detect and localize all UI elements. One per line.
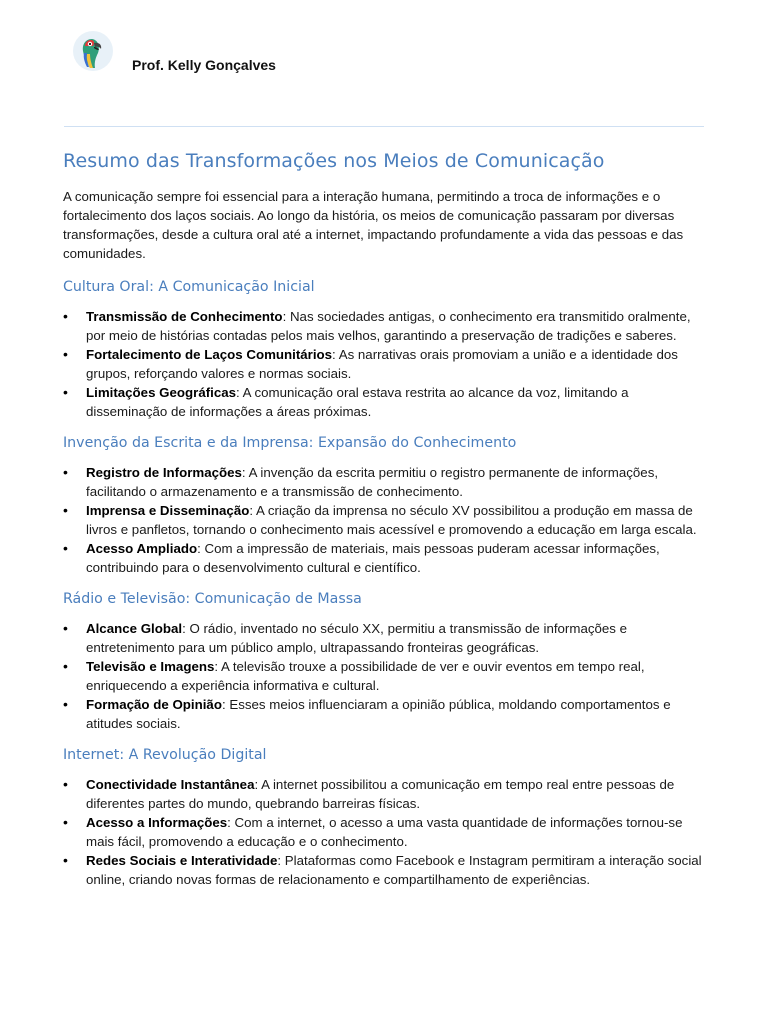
parrot-icon xyxy=(72,30,114,72)
list-item-text: : Esses meios influenciaram a opinião pública, moldando comportamentos e atitudes sociais. xyxy=(86,697,671,731)
list-item-text: : O rádio, inventado no século XX, permitiu a transmissão de informações e entretenimento para um público amplo, ultrapassando fronteiras geográficas. xyxy=(86,621,628,655)
list-item xyxy=(63,307,706,345)
header-divider xyxy=(64,126,704,127)
list-item xyxy=(63,345,706,383)
list-item-term: Fortalecimento de Laços Comunitários xyxy=(86,347,333,362)
section-list-cultura-oral xyxy=(63,307,706,421)
list-item xyxy=(63,813,706,851)
list-item-term: Redes Sociais e Interatividade xyxy=(86,853,278,868)
page-header xyxy=(72,30,712,80)
section-heading-cultura-oral: Cultura Oral: A Comunicação Inicial xyxy=(63,279,315,295)
author-name: Prof. Kelly Gonçalves xyxy=(132,57,276,73)
list-item-text: : Com a internet, o acesso a uma vasta quantidade de informações tornou-se mais fácil, promovendo a educação e o conhecimento. xyxy=(86,815,683,849)
list-item xyxy=(63,383,706,421)
list-item-text: : As narrativas orais promoviam a união e a identidade dos grupos, reforçando valores e normas sociais. xyxy=(86,347,678,381)
section-heading-radio-televisao: Rádio e Televisão: Comunicação de Massa xyxy=(63,591,362,607)
list-item-term: Acesso Ampliado xyxy=(86,541,198,556)
bullet-icon: • xyxy=(63,384,68,400)
section-list-escrita-imprensa xyxy=(63,463,706,577)
section-heading-escrita-imprensa: Invenção da Escrita e da Imprensa: Expansão do Conhecimento xyxy=(63,435,517,451)
bullet-icon: • xyxy=(63,346,68,362)
list-item xyxy=(63,657,706,695)
list-item-text: : Plataformas como Facebook e Instagram permitiram a interação social online, criando novas formas de relacionamento e compartilhamento de experiências. xyxy=(86,853,702,887)
list-item-term: Transmissão de Conhecimento xyxy=(86,309,283,324)
bullet-icon: • xyxy=(63,540,68,556)
list-item xyxy=(63,539,706,577)
list-item-text: : A televisão trouxe a possibilidade de ver e ouvir eventos em tempo real, enriquecendo a experiência informativa e cultural. xyxy=(86,659,645,693)
page-title: Resumo das Transformações nos Meios de Comunicação xyxy=(63,150,605,172)
list-item xyxy=(63,851,706,889)
list-item-text: : A internet possibilitou a comunicação em tempo real entre pessoas de diferentes partes do mundo, quebrando barreiras físicas. xyxy=(86,777,675,811)
intro-paragraph: A comunicação sempre foi essencial para a interação humana, permitindo a troca de informações e o fortalecimento dos laços sociais. Ao longo da história, os meios de comunicação passaram por diversas transformações, desde a cultura oral até a internet, impactando profundamente a vida das pessoas e das comunidades. xyxy=(63,189,684,261)
list-item-term: Imprensa e Disseminação xyxy=(86,503,250,518)
section-list-radio-televisao xyxy=(63,619,706,733)
section-heading-internet: Internet: A Revolução Digital xyxy=(63,747,267,763)
list-item-text: : A invenção da escrita permitiu o registro permanente de informações, facilitando o armazenamento e a transmissão de conhecimento. xyxy=(86,465,659,499)
list-item xyxy=(63,775,706,813)
list-item-term: Registro de Informações xyxy=(86,465,242,480)
list-item-term: Limitações Geográficas xyxy=(86,385,237,400)
list-item xyxy=(63,695,706,733)
list-item-text: : Nas sociedades antigas, o conhecimento era transmitido oralmente, por meio de histórias contadas pelos mais velhos, garantindo a preservação de tradições e saberes. xyxy=(86,309,691,343)
list-item xyxy=(63,463,706,501)
list-item-text: : A criação da imprensa no século XV possibilitou a produção em massa de livros e panfletos, tornando o conhecimento mais acessível e promovendo a educação em larga escala. xyxy=(86,503,697,537)
bullet-icon: • xyxy=(63,776,68,792)
document-body xyxy=(63,148,706,901)
list-item xyxy=(63,619,706,657)
list-item-term: Formação de Opinião xyxy=(86,697,222,712)
list-item-term: Acesso a Informações xyxy=(86,815,228,830)
list-item-term: Alcance Global xyxy=(86,621,183,636)
bullet-icon: • xyxy=(63,620,68,636)
list-item-text: : A comunicação oral estava restrita ao alcance da voz, limitando a disseminação de informações a áreas próximas. xyxy=(86,385,629,419)
section-list-internet xyxy=(63,775,706,889)
bullet-icon: • xyxy=(63,814,68,830)
list-item-term: Televisão e Imagens xyxy=(86,659,215,674)
bullet-icon: • xyxy=(63,658,68,674)
bullet-icon: • xyxy=(63,464,68,480)
bullet-icon: • xyxy=(63,696,68,712)
bullet-icon: • xyxy=(63,308,68,324)
bullet-icon: • xyxy=(63,852,68,868)
list-item xyxy=(63,501,706,539)
list-item-term: Conectividade Instantânea xyxy=(86,777,255,792)
list-item-text: : Com a impressão de materiais, mais pessoas puderam acessar informações, contribuindo para o desenvolvimento cultural e científico. xyxy=(86,541,660,575)
bullet-icon: • xyxy=(63,502,68,518)
